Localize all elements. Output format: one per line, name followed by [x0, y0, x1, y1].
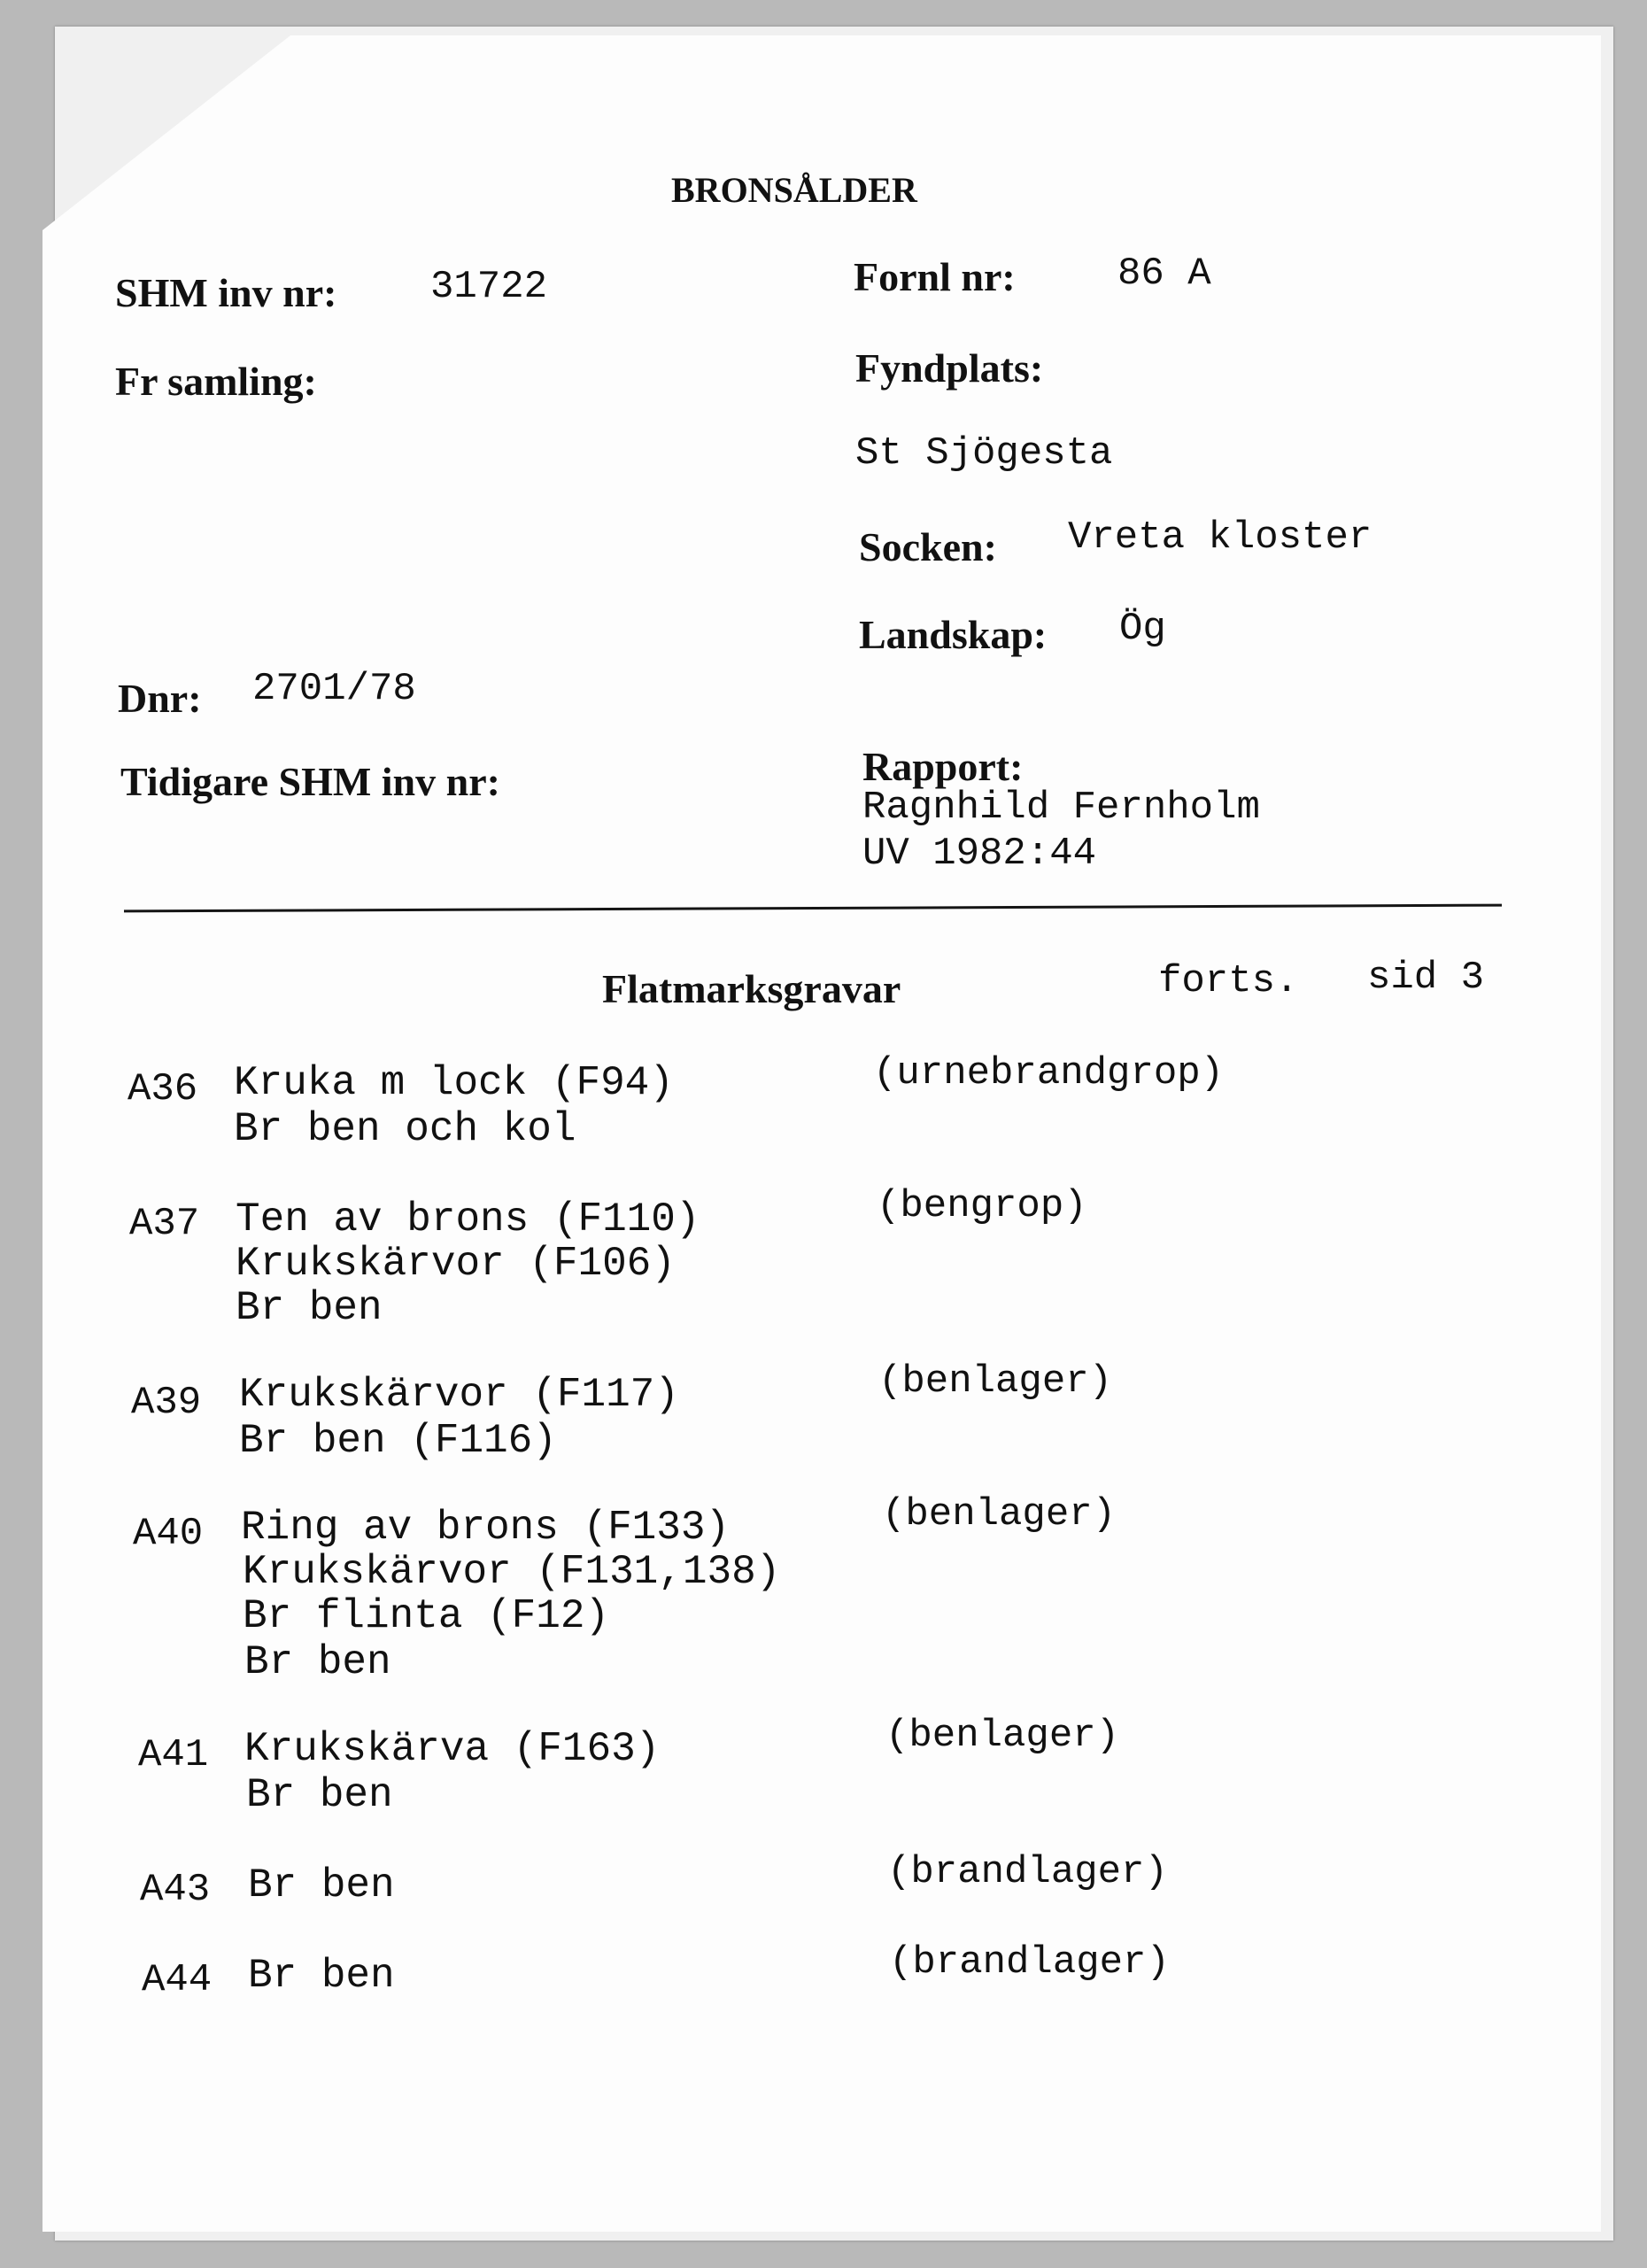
entry-type: (urnebrandgrop)	[873, 1051, 1225, 1095]
landskap-value: Ög	[1119, 607, 1166, 651]
entry-line: Krukskärvor (F117)	[239, 1372, 679, 1418]
continued-label: forts.	[1158, 959, 1299, 1003]
entry-type: (brandlager)	[889, 1940, 1170, 1985]
entry-line: Ring av brons (F133)	[241, 1505, 731, 1551]
entry-line: Krukskärvor (F131,138)	[243, 1549, 781, 1595]
fornl-label: Fornl nr:	[854, 254, 1016, 299]
entry-id: A40	[133, 1512, 204, 1556]
entry-id: A37	[129, 1202, 200, 1246]
entry-line: Br ben	[244, 1639, 391, 1685]
fyndplats-value: St Sjögesta	[855, 431, 1113, 476]
page-number: sid 3	[1367, 956, 1485, 1000]
entry-id: A36	[128, 1067, 198, 1111]
entry-type: (benlager)	[882, 1492, 1117, 1537]
entry-type: (brandlager)	[887, 1850, 1168, 1894]
entry-line: Kruka m lock (F94)	[234, 1060, 674, 1106]
entry-line: Br ben	[236, 1285, 383, 1331]
entry-type: (bengrop)	[877, 1184, 1087, 1228]
fornl-value: 86 A	[1117, 252, 1211, 296]
entry-id: A39	[131, 1381, 202, 1425]
fr-samling-label: Fr samling:	[115, 359, 317, 404]
landskap-label: Landskap:	[859, 612, 1048, 657]
entry-type: (benlager)	[885, 1714, 1120, 1758]
entry-line: Br flinta (F12)	[243, 1593, 610, 1639]
entry-type: (benlager)	[878, 1359, 1113, 1404]
entry-line: Krukskärva (F163)	[244, 1726, 661, 1772]
dnr-label: Dnr:	[118, 676, 202, 721]
rapport-author: Ragnhild Fernholm	[862, 786, 1260, 830]
document-title: BRONSÅLDER	[671, 170, 917, 210]
socken-label: Socken:	[859, 524, 997, 569]
entry-line: Br ben	[248, 1862, 395, 1908]
shm-inv-label: SHM inv nr:	[115, 270, 337, 315]
socken-value: Vreta kloster	[1068, 515, 1372, 560]
entry-id: A41	[138, 1733, 209, 1777]
entry-id: A43	[140, 1868, 211, 1912]
entry-line: Br ben	[246, 1772, 393, 1818]
dnr-value: 2701/78	[252, 667, 416, 711]
shm-inv-value: 31722	[430, 265, 548, 309]
rapport-label: Rapport:	[862, 744, 1024, 789]
fyndplats-label: Fyndplats:	[855, 345, 1044, 391]
tidigare-shm-label: Tidigare SHM inv nr:	[120, 759, 500, 804]
rapport-reference: UV 1982:44	[862, 832, 1097, 876]
entry-line: Br ben och kol	[234, 1106, 576, 1152]
entry-line: Krukskärvor (F106)	[236, 1241, 676, 1287]
entry-line: Ten av brons (F110)	[236, 1196, 700, 1242]
entry-line: Br ben (F116)	[239, 1418, 557, 1464]
section-title: Flatmarksgravar	[602, 966, 901, 1011]
entry-line: Br ben	[248, 1953, 395, 1999]
entry-id: A44	[142, 1958, 213, 2002]
